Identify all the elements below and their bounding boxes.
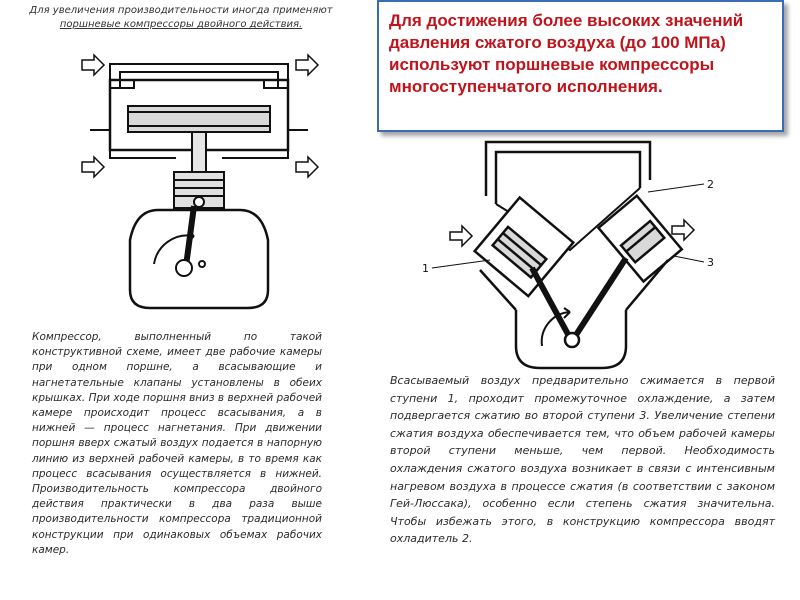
label-1: 1 [422, 262, 429, 275]
top-caption-line1: Для увеличения производительности иногда применяют [29, 5, 333, 16]
top-caption [6, 4, 356, 32]
two-stage-compressor-diagram [420, 140, 720, 376]
label-2: 2 [707, 178, 714, 191]
right-description: Всасываемый воздух предварительно сжимается в первой ступени 1, проходит промежуточное охлаждение, а затем подвергается сжатию во второй ступени 3. Увеличение степени сжатия воздуха обеспечивается тем, что объем рабочей камеры второй ступени меньше, чем первой. Необходимость охлаждения сжатого воздуха возникает в связи с интенсивным нагревом воздуха в процессе сжатия (в соответствии с законом Гей-Люссака), особенно если степень сжатия значительна. Чтобы избежать этого, в конструкцию компрессора вводят охладитель 2. [390, 374, 775, 546]
top-caption-line2: поршневые компрессоры двойного действия. [59, 19, 303, 30]
callout-box [377, 0, 784, 132]
left-description: Компрессор, выполненный по такой конструктивной схеме, имеет две рабочие камеры при одном поршне, а всасывающие и нагнетательные клапаны установлены в обеих крышках. При ходе поршня вниз в верхней рабочей камере происходит процесс всасывания, а в нижней — процесс нагнетания. При движении поршня вверх сжатый воздух подается в напорную линию из верхней рабочей камеры, в то время как процесс всасывания осуществляется в нижней. Производительность компрессора двойного действия практически в два раза выше производительности компрессора традиционной конструкции при одинаковых объемах рабочих камер. [32, 331, 322, 556]
callout-text: Для достижения более высоких значений давления сжатого воздуха (до 100 МПа) используют поршневые компрессоры многоступенчатого исполнения. [389, 11, 744, 96]
double-acting-compressor-diagram [76, 50, 322, 316]
label-3: 3 [707, 256, 714, 269]
